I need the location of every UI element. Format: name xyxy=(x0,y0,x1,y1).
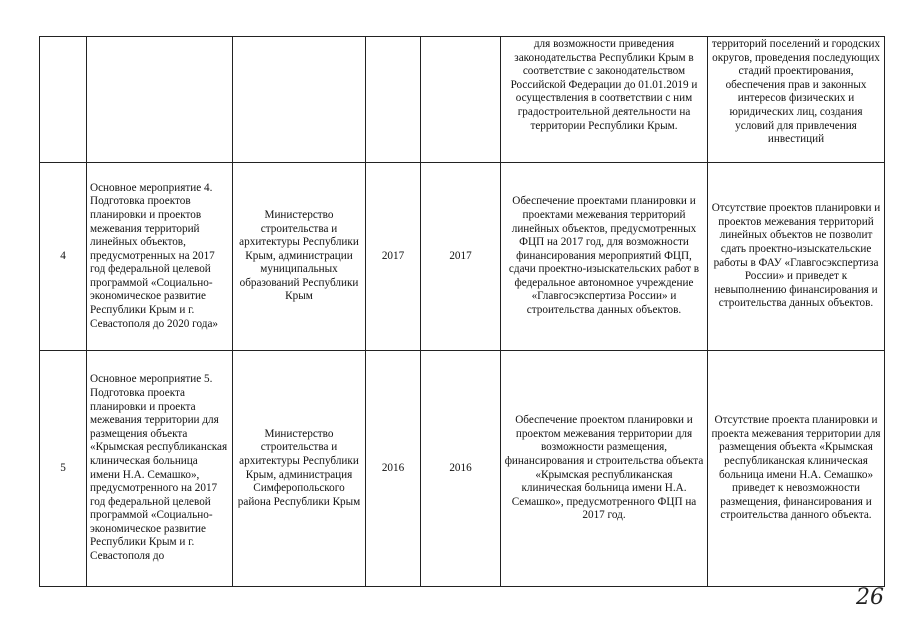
consequence-cell: Отсутствие проектов планировки и проектов межевания территорий линейных объектов не позволит сдать проектно-изыскательские работы в ФАУ «Главгосэкспертиза России» и приведет к невыполнению финансирования и строительства данных объектов. xyxy=(708,163,885,351)
expected-result-cell: для возможности приведения законодательства Республики Крым в соответствие с законодательством Российской Федерации до 01.01.2019 и осуществления в соответствии с ним градостроительной деятельности на территории Республики Крым. xyxy=(501,37,708,163)
executor-cell: Министерство строительства и архитектуры Республики Крым, администрация Симферопольского района Республики Крым xyxy=(233,351,366,587)
event-cell: Основное мероприятие 5. Подготовка проекта планировки и проекта межевания территории для размещения объекта «Крымская республиканская клиническая больница имени Н.А. Семашко», предусмотренного на 2017 год федеральной целевой программой «Социально-экономическое развитие Республики Крым и г. Севастополя до xyxy=(87,351,233,587)
table-row xyxy=(40,37,885,163)
end-year-cell xyxy=(421,37,501,163)
page-number: 26 xyxy=(856,585,884,610)
row-number-cell: 4 xyxy=(40,163,87,351)
end-year-cell: 2016 xyxy=(421,351,501,587)
consequence-cell: Отсутствие проекта планировки и проекта межевания территории для размещения объекта «Крымская республиканская клиническая больница имени Н.А. Семашко» приведет к невозможности размещения, финансирования и строительства данного объекта. xyxy=(708,351,885,587)
expected-result-cell: Обеспечение проектом планировки и проектом межевания территории для возможности размещения, финансирования и строительства объекта «Крымская республиканская клиническая больница имени Н.А. Семашко», предусмотренного ФЦП на 2017 год. xyxy=(501,351,708,587)
table-row xyxy=(40,351,885,587)
row-number-cell xyxy=(40,37,87,163)
event-cell xyxy=(87,37,233,163)
executor-cell xyxy=(233,37,366,163)
start-year-cell: 2017 xyxy=(366,163,421,351)
start-year-cell xyxy=(366,37,421,163)
measures-table xyxy=(39,36,885,587)
table-row xyxy=(40,163,885,351)
expected-result-cell: Обеспечение проектами планировки и проектами межевания территорий линейных объектов, предусмотренных ФЦП на 2017 год, для возможности финансирования мероприятий ФЦП, сдачи проектно-изыскательских работ в федеральное автономное учреждение «Главгосэкспертиза России» и строительства данных объектов. xyxy=(501,163,708,351)
consequence-cell: территорий поселений и городских округов, проведения последующих стадий проектирования, обеспечения прав и законных интересов физических и юридических лиц, создания условий для привлечения инвестиций xyxy=(708,37,885,163)
event-cell: Основное мероприятие 4. Подготовка проектов планировки и проектов межевания территорий линейных объектов, предусмотренных на 2017 год федеральной целевой программой «Социально-экономическое развитие Республики Крым и г. Севастополя до 2020 года» xyxy=(87,163,233,351)
start-year-cell: 2016 xyxy=(366,351,421,587)
row-number-cell: 5 xyxy=(40,351,87,587)
executor-cell: Министерство строительства и архитектуры Республики Крым, администрации муниципальных образований Республики Крым xyxy=(233,163,366,351)
end-year-cell: 2017 xyxy=(421,163,501,351)
